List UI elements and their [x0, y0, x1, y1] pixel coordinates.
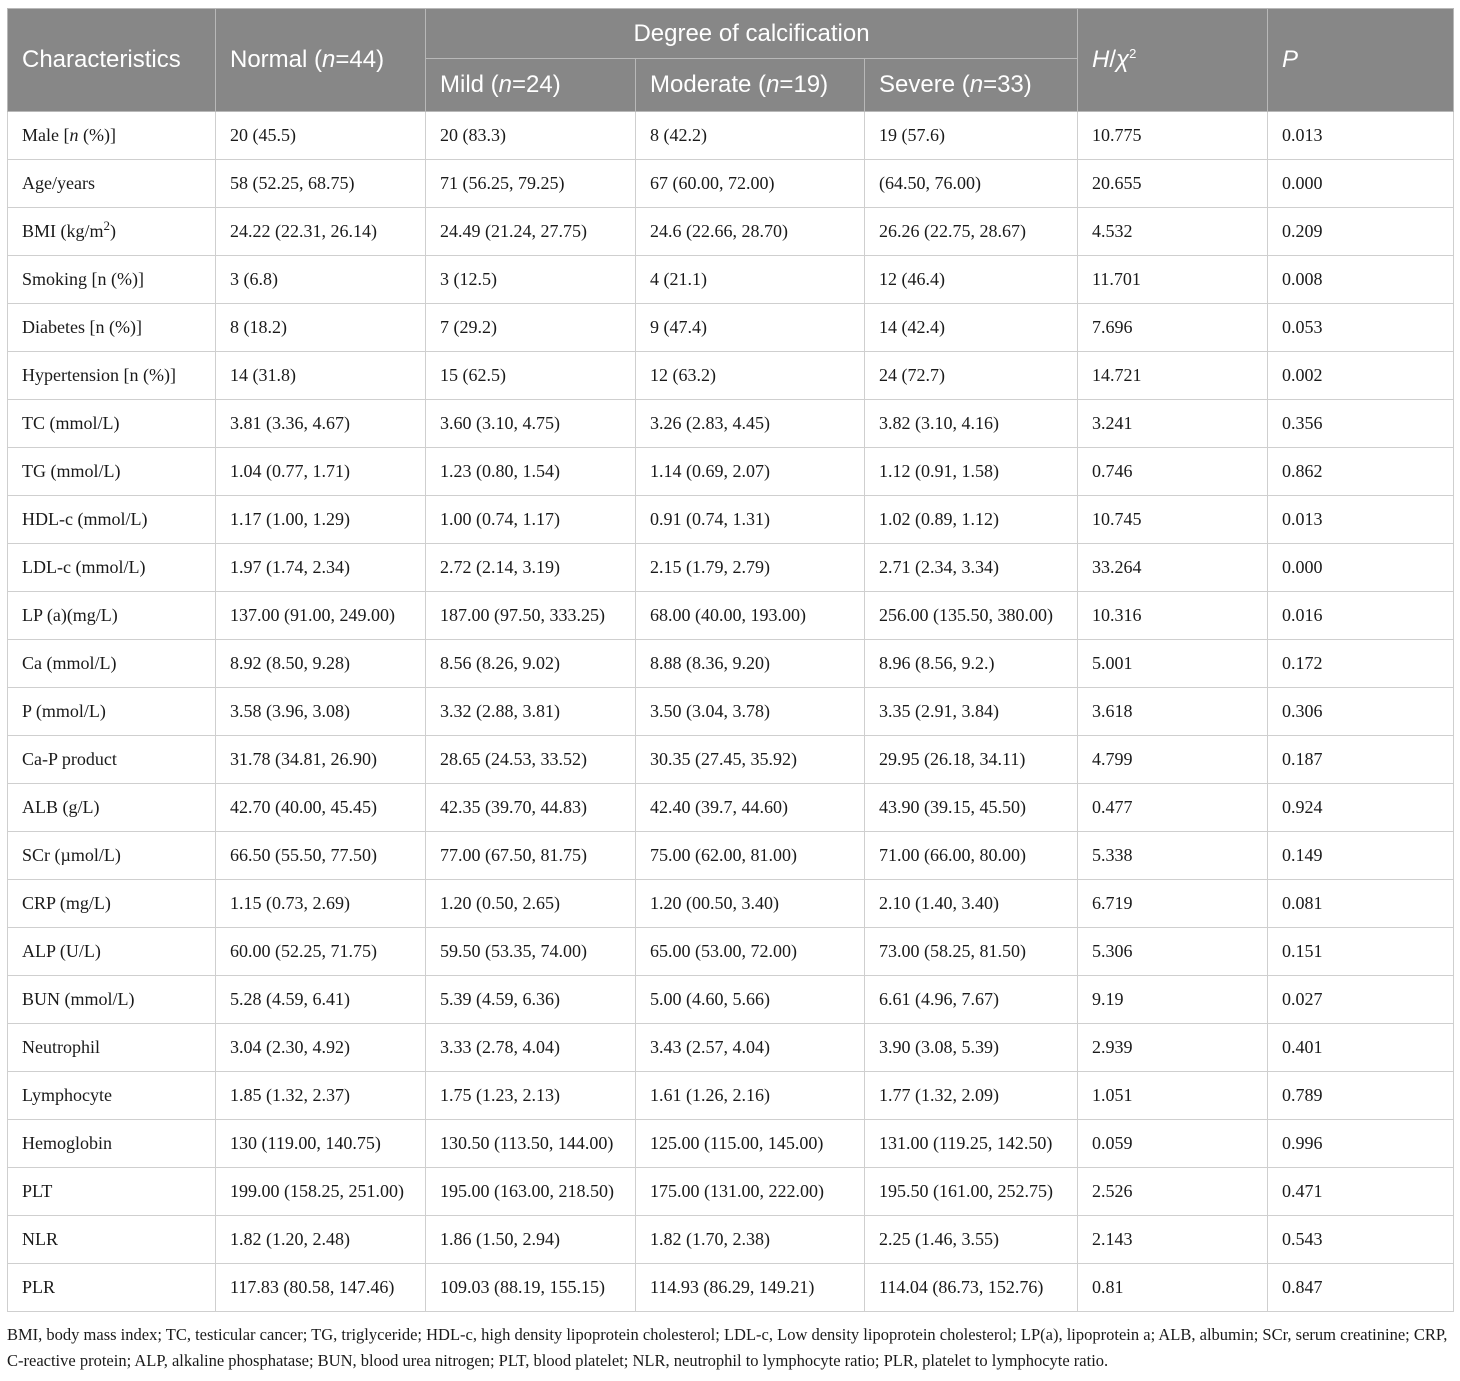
- row-mild-value: 28.65 (24.53, 33.52): [426, 736, 636, 784]
- row-normal-value: 8 (18.2): [216, 304, 426, 352]
- row-stat-value: 2.143: [1078, 1216, 1268, 1264]
- table-row: [8, 832, 1454, 880]
- table-row: [8, 592, 1454, 640]
- row-moderate-value: 175.00 (131.00, 222.00): [636, 1168, 865, 1216]
- row-moderate-value: 2.15 (1.79, 2.79): [636, 544, 865, 592]
- row-mild-value: 109.03 (88.19, 155.15): [426, 1264, 636, 1312]
- row-normal-value: 42.70 (40.00, 45.45): [216, 784, 426, 832]
- row-p-value: 0.008: [1268, 256, 1454, 304]
- row-stat-value: 6.719: [1078, 880, 1268, 928]
- row-characteristic: Ca-P product: [8, 736, 216, 784]
- table-footnote: BMI, body mass index; TC, testicular cancer; TG, triglyceride; HDL-c, high density lipoprotein cholesterol; LDL-c, Low density lipoprotein cholesterol; LP(a), lipoprotein a; ALB, albumin; SCr, serum creatinine; CRP, C-reactive protein; ALP, alkaline phosphatase; BUN, blood urea nitrogen; PLT, blood platelet; NLR, neutrophil to lymphocyte ratio; PLR, platelet to lymphocyte ratio.: [7, 1325, 1448, 1370]
- row-stat-value: 5.306: [1078, 928, 1268, 976]
- row-severe-value: 3.90 (3.08, 5.39): [865, 1024, 1078, 1072]
- row-severe-value: 71.00 (66.00, 80.00): [865, 832, 1078, 880]
- row-normal-value: 24.22 (22.31, 26.14): [216, 208, 426, 256]
- table-row: [8, 1120, 1454, 1168]
- row-normal-value: 14 (31.8): [216, 352, 426, 400]
- row-normal-value: 3 (6.8): [216, 256, 426, 304]
- row-mild-value: 3.32 (2.88, 3.81): [426, 688, 636, 736]
- row-normal-value: 1.15 (0.73, 2.69): [216, 880, 426, 928]
- row-moderate-value: 114.93 (86.29, 149.21): [636, 1264, 865, 1312]
- table-row: [8, 640, 1454, 688]
- row-mild-value: 42.35 (39.70, 44.83): [426, 784, 636, 832]
- table-row: [8, 496, 1454, 544]
- row-normal-value: 31.78 (34.81, 26.90): [216, 736, 426, 784]
- row-severe-value: 131.00 (119.25, 142.50): [865, 1120, 1078, 1168]
- row-stat-value: 10.745: [1078, 496, 1268, 544]
- row-characteristic: LDL-c (mmol/L): [8, 544, 216, 592]
- row-moderate-value: 68.00 (40.00, 193.00): [636, 592, 865, 640]
- row-mild-value: 59.50 (53.35, 74.00): [426, 928, 636, 976]
- row-characteristic: Male [n (%)]: [8, 112, 216, 160]
- row-mild-value: 7 (29.2): [426, 304, 636, 352]
- row-severe-value: 2.25 (1.46, 3.55): [865, 1216, 1078, 1264]
- row-moderate-value: 8 (42.2): [636, 112, 865, 160]
- row-p-value: 0.081: [1268, 880, 1454, 928]
- row-severe-value: 1.02 (0.89, 1.12): [865, 496, 1078, 544]
- row-p-value: 0.209: [1268, 208, 1454, 256]
- row-mild-value: 71 (56.25, 79.25): [426, 160, 636, 208]
- row-characteristic: BUN (mmol/L): [8, 976, 216, 1024]
- row-severe-value: 43.90 (39.15, 45.50): [865, 784, 1078, 832]
- row-stat-value: 9.19: [1078, 976, 1268, 1024]
- row-mild-value: 24.49 (21.24, 27.75): [426, 208, 636, 256]
- table-row: [8, 1024, 1454, 1072]
- row-p-value: 0.002: [1268, 352, 1454, 400]
- row-stat-value: 11.701: [1078, 256, 1268, 304]
- row-normal-value: 60.00 (52.25, 71.75): [216, 928, 426, 976]
- row-characteristic: Lymphocyte: [8, 1072, 216, 1120]
- row-stat-value: 10.316: [1078, 592, 1268, 640]
- table-container: [7, 8, 1453, 1312]
- row-stat-value: 4.799: [1078, 736, 1268, 784]
- row-normal-value: 1.17 (1.00, 1.29): [216, 496, 426, 544]
- row-moderate-value: 1.20 (00.50, 3.40): [636, 880, 865, 928]
- table-row: [8, 928, 1454, 976]
- row-severe-value: 24 (72.7): [865, 352, 1078, 400]
- table-row: [8, 208, 1454, 256]
- table-row: [8, 880, 1454, 928]
- row-normal-value: 137.00 (91.00, 249.00): [216, 592, 426, 640]
- row-p-value: 0.862: [1268, 448, 1454, 496]
- table-row: [8, 160, 1454, 208]
- header-moderate: Moderate (n=19): [636, 59, 865, 112]
- row-moderate-value: 4 (21.1): [636, 256, 865, 304]
- row-normal-value: 1.04 (0.77, 1.71): [216, 448, 426, 496]
- header-statistic: $H/\chi^2$: [1078, 9, 1268, 112]
- row-p-value: 0.187: [1268, 736, 1454, 784]
- row-mild-value: 3.60 (3.10, 4.75): [426, 400, 636, 448]
- row-mild-value: 187.00 (97.50, 333.25): [426, 592, 636, 640]
- row-characteristic: Hypertension [n (%)]: [8, 352, 216, 400]
- row-p-value: 0.401: [1268, 1024, 1454, 1072]
- row-characteristic: TG (mmol/L): [8, 448, 216, 496]
- row-stat-value: 0.81: [1078, 1264, 1268, 1312]
- header-degree-of-calcification: Degree of calcification: [426, 9, 1078, 59]
- row-stat-value: 1.051: [1078, 1072, 1268, 1120]
- row-mild-value: 195.00 (163.00, 218.50): [426, 1168, 636, 1216]
- row-characteristic: Neutrophil: [8, 1024, 216, 1072]
- table-row: [8, 112, 1454, 160]
- row-moderate-value: 0.91 (0.74, 1.31): [636, 496, 865, 544]
- row-characteristic: HDL-c (mmol/L): [8, 496, 216, 544]
- row-characteristic: BMI $(kg/m^2)$: [8, 208, 216, 256]
- row-mild-value: 5.39 (4.59, 6.36): [426, 976, 636, 1024]
- row-mild-value: 3 (12.5): [426, 256, 636, 304]
- row-severe-value: 195.50 (161.00, 252.75): [865, 1168, 1078, 1216]
- row-normal-value: 8.92 (8.50, 9.28): [216, 640, 426, 688]
- row-stat-value: 14.721: [1078, 352, 1268, 400]
- row-mild-value: 1.23 (0.80, 1.54): [426, 448, 636, 496]
- row-mild-value: 15 (62.5): [426, 352, 636, 400]
- header-normal: Normal (n=44): [216, 9, 426, 112]
- row-normal-value: 3.58 (3.96, 3.08): [216, 688, 426, 736]
- row-stat-value: 7.696: [1078, 304, 1268, 352]
- row-moderate-value: 1.14 (0.69, 2.07): [636, 448, 865, 496]
- row-p-value: 0.847: [1268, 1264, 1454, 1312]
- row-severe-value: 8.96 (8.56, 9.2.): [865, 640, 1078, 688]
- row-severe-value: 12 (46.4): [865, 256, 1078, 304]
- row-characteristic: LP (a)(mg/L): [8, 592, 216, 640]
- row-severe-value: 3.35 (2.91, 3.84): [865, 688, 1078, 736]
- header-severe: Severe (n=33): [865, 59, 1078, 112]
- row-moderate-value: 8.88 (8.36, 9.20): [636, 640, 865, 688]
- table-row: [8, 304, 1454, 352]
- row-normal-value: 66.50 (55.50, 77.50): [216, 832, 426, 880]
- row-mild-value: 20 (83.3): [426, 112, 636, 160]
- row-p-value: 0.013: [1268, 112, 1454, 160]
- row-mild-value: 1.20 (0.50, 2.65): [426, 880, 636, 928]
- row-normal-value: 130 (119.00, 140.75): [216, 1120, 426, 1168]
- row-normal-value: 20 (45.5): [216, 112, 426, 160]
- row-severe-value: 14 (42.4): [865, 304, 1078, 352]
- row-severe-value: 19 (57.6): [865, 112, 1078, 160]
- row-mild-value: 1.86 (1.50, 2.94): [426, 1216, 636, 1264]
- row-p-value: 0.027: [1268, 976, 1454, 1024]
- row-normal-value: 117.83 (80.58, 147.46): [216, 1264, 426, 1312]
- row-severe-value: 114.04 (86.73, 152.76): [865, 1264, 1078, 1312]
- row-normal-value: 58 (52.25, 68.75): [216, 160, 426, 208]
- row-p-value: 0.172: [1268, 640, 1454, 688]
- row-stat-value: 0.746: [1078, 448, 1268, 496]
- row-characteristic: P (mmol/L): [8, 688, 216, 736]
- row-stat-value: 0.477: [1078, 784, 1268, 832]
- row-stat-value: 4.532: [1078, 208, 1268, 256]
- row-characteristic: Smoking [n (%)]: [8, 256, 216, 304]
- row-severe-value: 256.00 (135.50, 380.00): [865, 592, 1078, 640]
- row-characteristic: ALP (U/L): [8, 928, 216, 976]
- row-severe-value: 26.26 (22.75, 28.67): [865, 208, 1078, 256]
- row-mild-value: 2.72 (2.14, 3.19): [426, 544, 636, 592]
- table-row: [8, 448, 1454, 496]
- row-stat-value: 33.264: [1078, 544, 1268, 592]
- row-stat-value: 3.241: [1078, 400, 1268, 448]
- row-mild-value: 77.00 (67.50, 81.75): [426, 832, 636, 880]
- row-p-value: 0.543: [1268, 1216, 1454, 1264]
- row-normal-value: 199.00 (158.25, 251.00): [216, 1168, 426, 1216]
- row-normal-value: 1.85 (1.32, 2.37): [216, 1072, 426, 1120]
- calcification-table: [7, 8, 1454, 1312]
- table-row: [8, 976, 1454, 1024]
- row-moderate-value: 24.6 (22.66, 28.70): [636, 208, 865, 256]
- row-p-value: 0.151: [1268, 928, 1454, 976]
- row-stat-value: 0.059: [1078, 1120, 1268, 1168]
- table-row: [8, 1168, 1454, 1216]
- row-stat-value: 3.618: [1078, 688, 1268, 736]
- row-moderate-value: 3.50 (3.04, 3.78): [636, 688, 865, 736]
- row-moderate-value: 3.26 (2.83, 4.45): [636, 400, 865, 448]
- row-mild-value: 1.75 (1.23, 2.13): [426, 1072, 636, 1120]
- table-row: [8, 400, 1454, 448]
- row-characteristic: SCr (µmol/L): [8, 832, 216, 880]
- row-severe-value: 1.12 (0.91, 1.58): [865, 448, 1078, 496]
- row-severe-value: 3.82 (3.10, 4.16): [865, 400, 1078, 448]
- row-moderate-value: 5.00 (4.60, 5.66): [636, 976, 865, 1024]
- row-moderate-value: 65.00 (53.00, 72.00): [636, 928, 865, 976]
- table-row: [8, 736, 1454, 784]
- row-severe-value: 6.61 (4.96, 7.67): [865, 976, 1078, 1024]
- row-mild-value: 3.33 (2.78, 4.04): [426, 1024, 636, 1072]
- row-severe-value: 2.71 (2.34, 3.34): [865, 544, 1078, 592]
- row-stat-value: 5.001: [1078, 640, 1268, 688]
- row-severe-value: (64.50, 76.00): [865, 160, 1078, 208]
- table-row: [8, 1072, 1454, 1120]
- row-p-value: 0.053: [1268, 304, 1454, 352]
- table-row: [8, 352, 1454, 400]
- row-normal-value: 3.81 (3.36, 4.67): [216, 400, 426, 448]
- row-moderate-value: 12 (63.2): [636, 352, 865, 400]
- row-severe-value: 2.10 (1.40, 3.40): [865, 880, 1078, 928]
- row-stat-value: 5.338: [1078, 832, 1268, 880]
- row-severe-value: 29.95 (26.18, 34.11): [865, 736, 1078, 784]
- row-normal-value: 3.04 (2.30, 4.92): [216, 1024, 426, 1072]
- table-row: [8, 688, 1454, 736]
- row-p-value: 0.016: [1268, 592, 1454, 640]
- row-characteristic: NLR: [8, 1216, 216, 1264]
- row-p-value: 0.356: [1268, 400, 1454, 448]
- row-stat-value: 20.655: [1078, 160, 1268, 208]
- row-p-value: 0.789: [1268, 1072, 1454, 1120]
- row-normal-value: 1.82 (1.20, 2.48): [216, 1216, 426, 1264]
- row-mild-value: 1.00 (0.74, 1.17): [426, 496, 636, 544]
- header-characteristics: Characteristics: [8, 9, 216, 112]
- row-stat-value: 2.939: [1078, 1024, 1268, 1072]
- row-mild-value: 130.50 (113.50, 144.00): [426, 1120, 636, 1168]
- row-characteristic: Hemoglobin: [8, 1120, 216, 1168]
- row-moderate-value: 75.00 (62.00, 81.00): [636, 832, 865, 880]
- table-body: [8, 112, 1454, 1312]
- table-row: [8, 1216, 1454, 1264]
- row-moderate-value: 9 (47.4): [636, 304, 865, 352]
- row-characteristic: Diabetes [n (%)]: [8, 304, 216, 352]
- row-characteristic: CRP (mg/L): [8, 880, 216, 928]
- table-header: [8, 9, 1454, 112]
- row-mild-value: 8.56 (8.26, 9.02): [426, 640, 636, 688]
- table-row: [8, 544, 1454, 592]
- row-normal-value: 1.97 (1.74, 2.34): [216, 544, 426, 592]
- row-p-value: 0.924: [1268, 784, 1454, 832]
- row-p-value: 0.149: [1268, 832, 1454, 880]
- row-moderate-value: 42.40 (39.7, 44.60): [636, 784, 865, 832]
- row-normal-value: 5.28 (4.59, 6.41): [216, 976, 426, 1024]
- header-mild: Mild (n=24): [426, 59, 636, 112]
- row-characteristic: Ca (mmol/L): [8, 640, 216, 688]
- row-characteristic: PLT: [8, 1168, 216, 1216]
- row-p-value: 0.996: [1268, 1120, 1454, 1168]
- row-p-value: 0.471: [1268, 1168, 1454, 1216]
- row-p-value: 0.000: [1268, 160, 1454, 208]
- row-p-value: 0.000: [1268, 544, 1454, 592]
- row-moderate-value: 30.35 (27.45, 35.92): [636, 736, 865, 784]
- row-characteristic: TC (mmol/L): [8, 400, 216, 448]
- row-stat-value: 10.775: [1078, 112, 1268, 160]
- table-row: [8, 784, 1454, 832]
- header-p-value: P: [1268, 9, 1454, 112]
- row-severe-value: 73.00 (58.25, 81.50): [865, 928, 1078, 976]
- row-moderate-value: 1.61 (1.26, 2.16): [636, 1072, 865, 1120]
- row-p-value: 0.306: [1268, 688, 1454, 736]
- table-row: [8, 1264, 1454, 1312]
- row-severe-value: 1.77 (1.32, 2.09): [865, 1072, 1078, 1120]
- row-moderate-value: 125.00 (115.00, 145.00): [636, 1120, 865, 1168]
- row-characteristic: Age/years: [8, 160, 216, 208]
- row-moderate-value: 67 (60.00, 72.00): [636, 160, 865, 208]
- row-stat-value: 2.526: [1078, 1168, 1268, 1216]
- row-characteristic: PLR: [8, 1264, 216, 1312]
- row-p-value: 0.013: [1268, 496, 1454, 544]
- table-row: [8, 256, 1454, 304]
- row-moderate-value: 3.43 (2.57, 4.04): [636, 1024, 865, 1072]
- row-characteristic: ALB (g/L): [8, 784, 216, 832]
- row-moderate-value: 1.82 (1.70, 2.38): [636, 1216, 865, 1264]
